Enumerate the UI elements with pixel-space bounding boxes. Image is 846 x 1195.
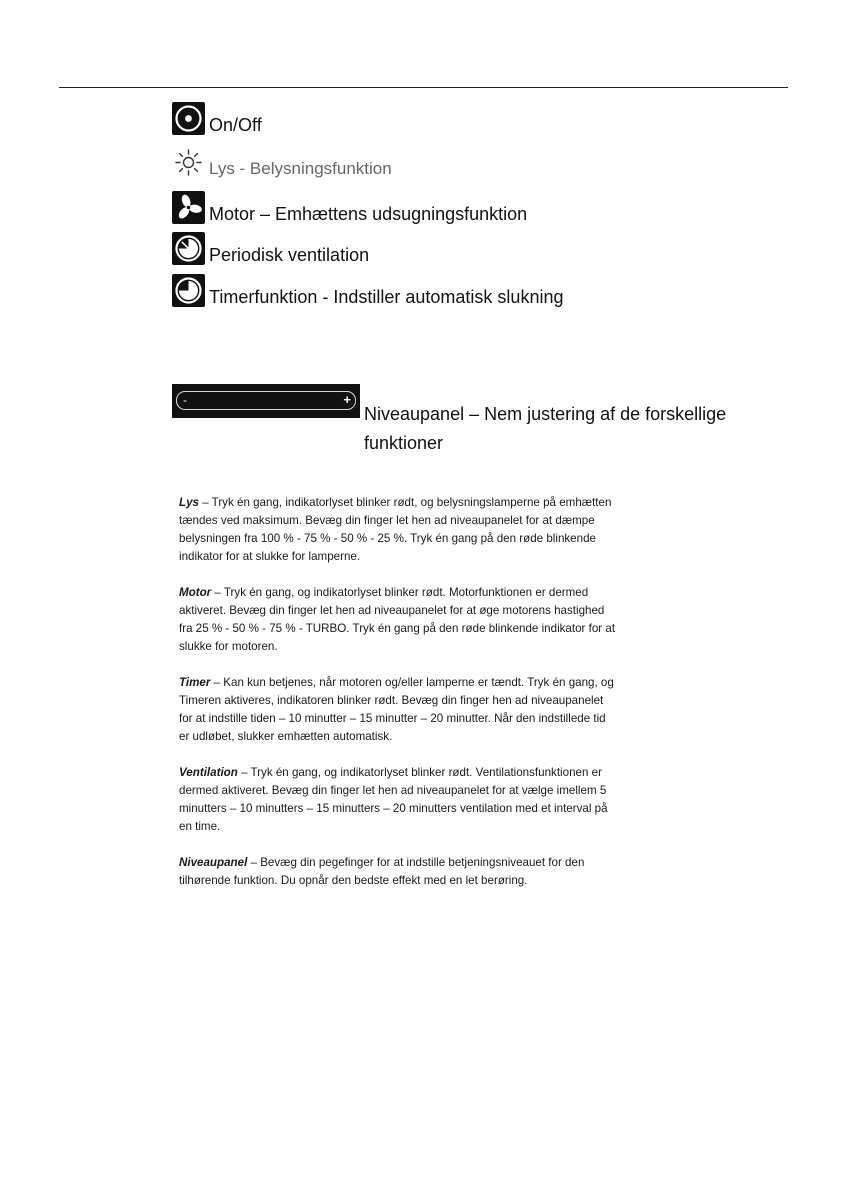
- legend-label-periodic-ventilation: Periodisk ventilation: [209, 245, 370, 265]
- legend-label-motor: Motor – Emhættens udsugningsfunktion: [209, 204, 528, 224]
- slider-track: [176, 391, 356, 410]
- level-panel-slider-icon: [172, 384, 360, 418]
- description-paragraph-timer: [179, 674, 619, 746]
- legend-row-periodic-ventilation: [172, 232, 369, 265]
- description-text: – Tryk én gang, og indikatorlyset blinker rødt. Ventilationsfunktionen er dermed aktiveret. Bevæg din finger let hen ad niveaupanelet for at vælge imellem 5 minutters – 10 minutters – 15 minutters – 20 minutters ventilation med et interval på en time.: [179, 766, 608, 833]
- description-term: Timer: [179, 676, 211, 689]
- legend-row-motor: [172, 191, 527, 224]
- description-text: – Tryk én gang, indikatorlyset blinker rødt, og belysningslamperne på emhætten tændes ved maksimum. Bevæg din finger let hen ad niveaupanelet for at dæmpe belysningen fra 100 % - 75 % - 50 % - 25 %. Tryk én gang på den røde blinkende indikator for at slukke for lamperne.: [179, 496, 612, 563]
- description-paragraph-motor: [179, 584, 619, 656]
- description-term: Niveaupanel: [179, 856, 248, 869]
- legend-row-on-off: [172, 102, 262, 135]
- legend-label-light: Lys - Belysningsfunktion: [209, 159, 392, 178]
- periodic-ventilation-icon: [172, 232, 205, 265]
- description-paragraph-light: [179, 494, 619, 566]
- description-term: Motor: [179, 586, 212, 599]
- description-text: – Tryk én gang, og indikatorlyset blinker rødt. Motorfunktionen er dermed aktiveret. Bevæg din finger let hen ad niveaupanelet for at øge motorens hastighed fra 25 % - 50 % - 75 % - TURBO. Tryk én gang på den røde blinkende indikator for at slukke for motoren.: [179, 586, 616, 653]
- timer-icon: [172, 274, 205, 307]
- description-paragraph-ventilation: [179, 764, 619, 836]
- description-text: – Bevæg din pegefinger for at indstille betjeningsniveauet for den tilhørende funktion. Du opnår den bedste effekt med en let berøring.: [179, 856, 585, 887]
- description-paragraph-level-panel: [179, 854, 619, 890]
- legend-label-level-panel: Niveaupanel – Nem justering af de forskellige funktioner: [364, 404, 727, 453]
- legend-row-timer: [172, 274, 563, 307]
- legend-label-on-off: On/Off: [209, 115, 262, 135]
- light-icon: [172, 146, 205, 179]
- minus-icon: -: [183, 393, 187, 407]
- description-text: – Kan kun betjenes, når motoren og/eller lamperne er tændt. Tryk én gang, og Timeren aktiveres, indikatoren blinker rødt. Bevæg din finger hen ad niveaupanelet for at indstille tiden – 10 minutter – 15 minutter – 20 minutter. Når den indstillede tid er udløbet, slukker emhætten automatisk.: [179, 676, 614, 743]
- description-term: Ventilation: [179, 766, 238, 779]
- fan-icon: [172, 191, 205, 224]
- description-term: Lys: [179, 496, 199, 509]
- legend-row-level-panel: [172, 384, 734, 458]
- power-icon: [172, 102, 205, 135]
- function-descriptions: [179, 494, 619, 908]
- top-rule: [59, 87, 788, 88]
- plus-icon: +: [343, 392, 351, 407]
- legend-row-light: [172, 146, 392, 179]
- legend-label-timer: Timerfunktion - Indstiller automatisk slukning: [209, 287, 564, 307]
